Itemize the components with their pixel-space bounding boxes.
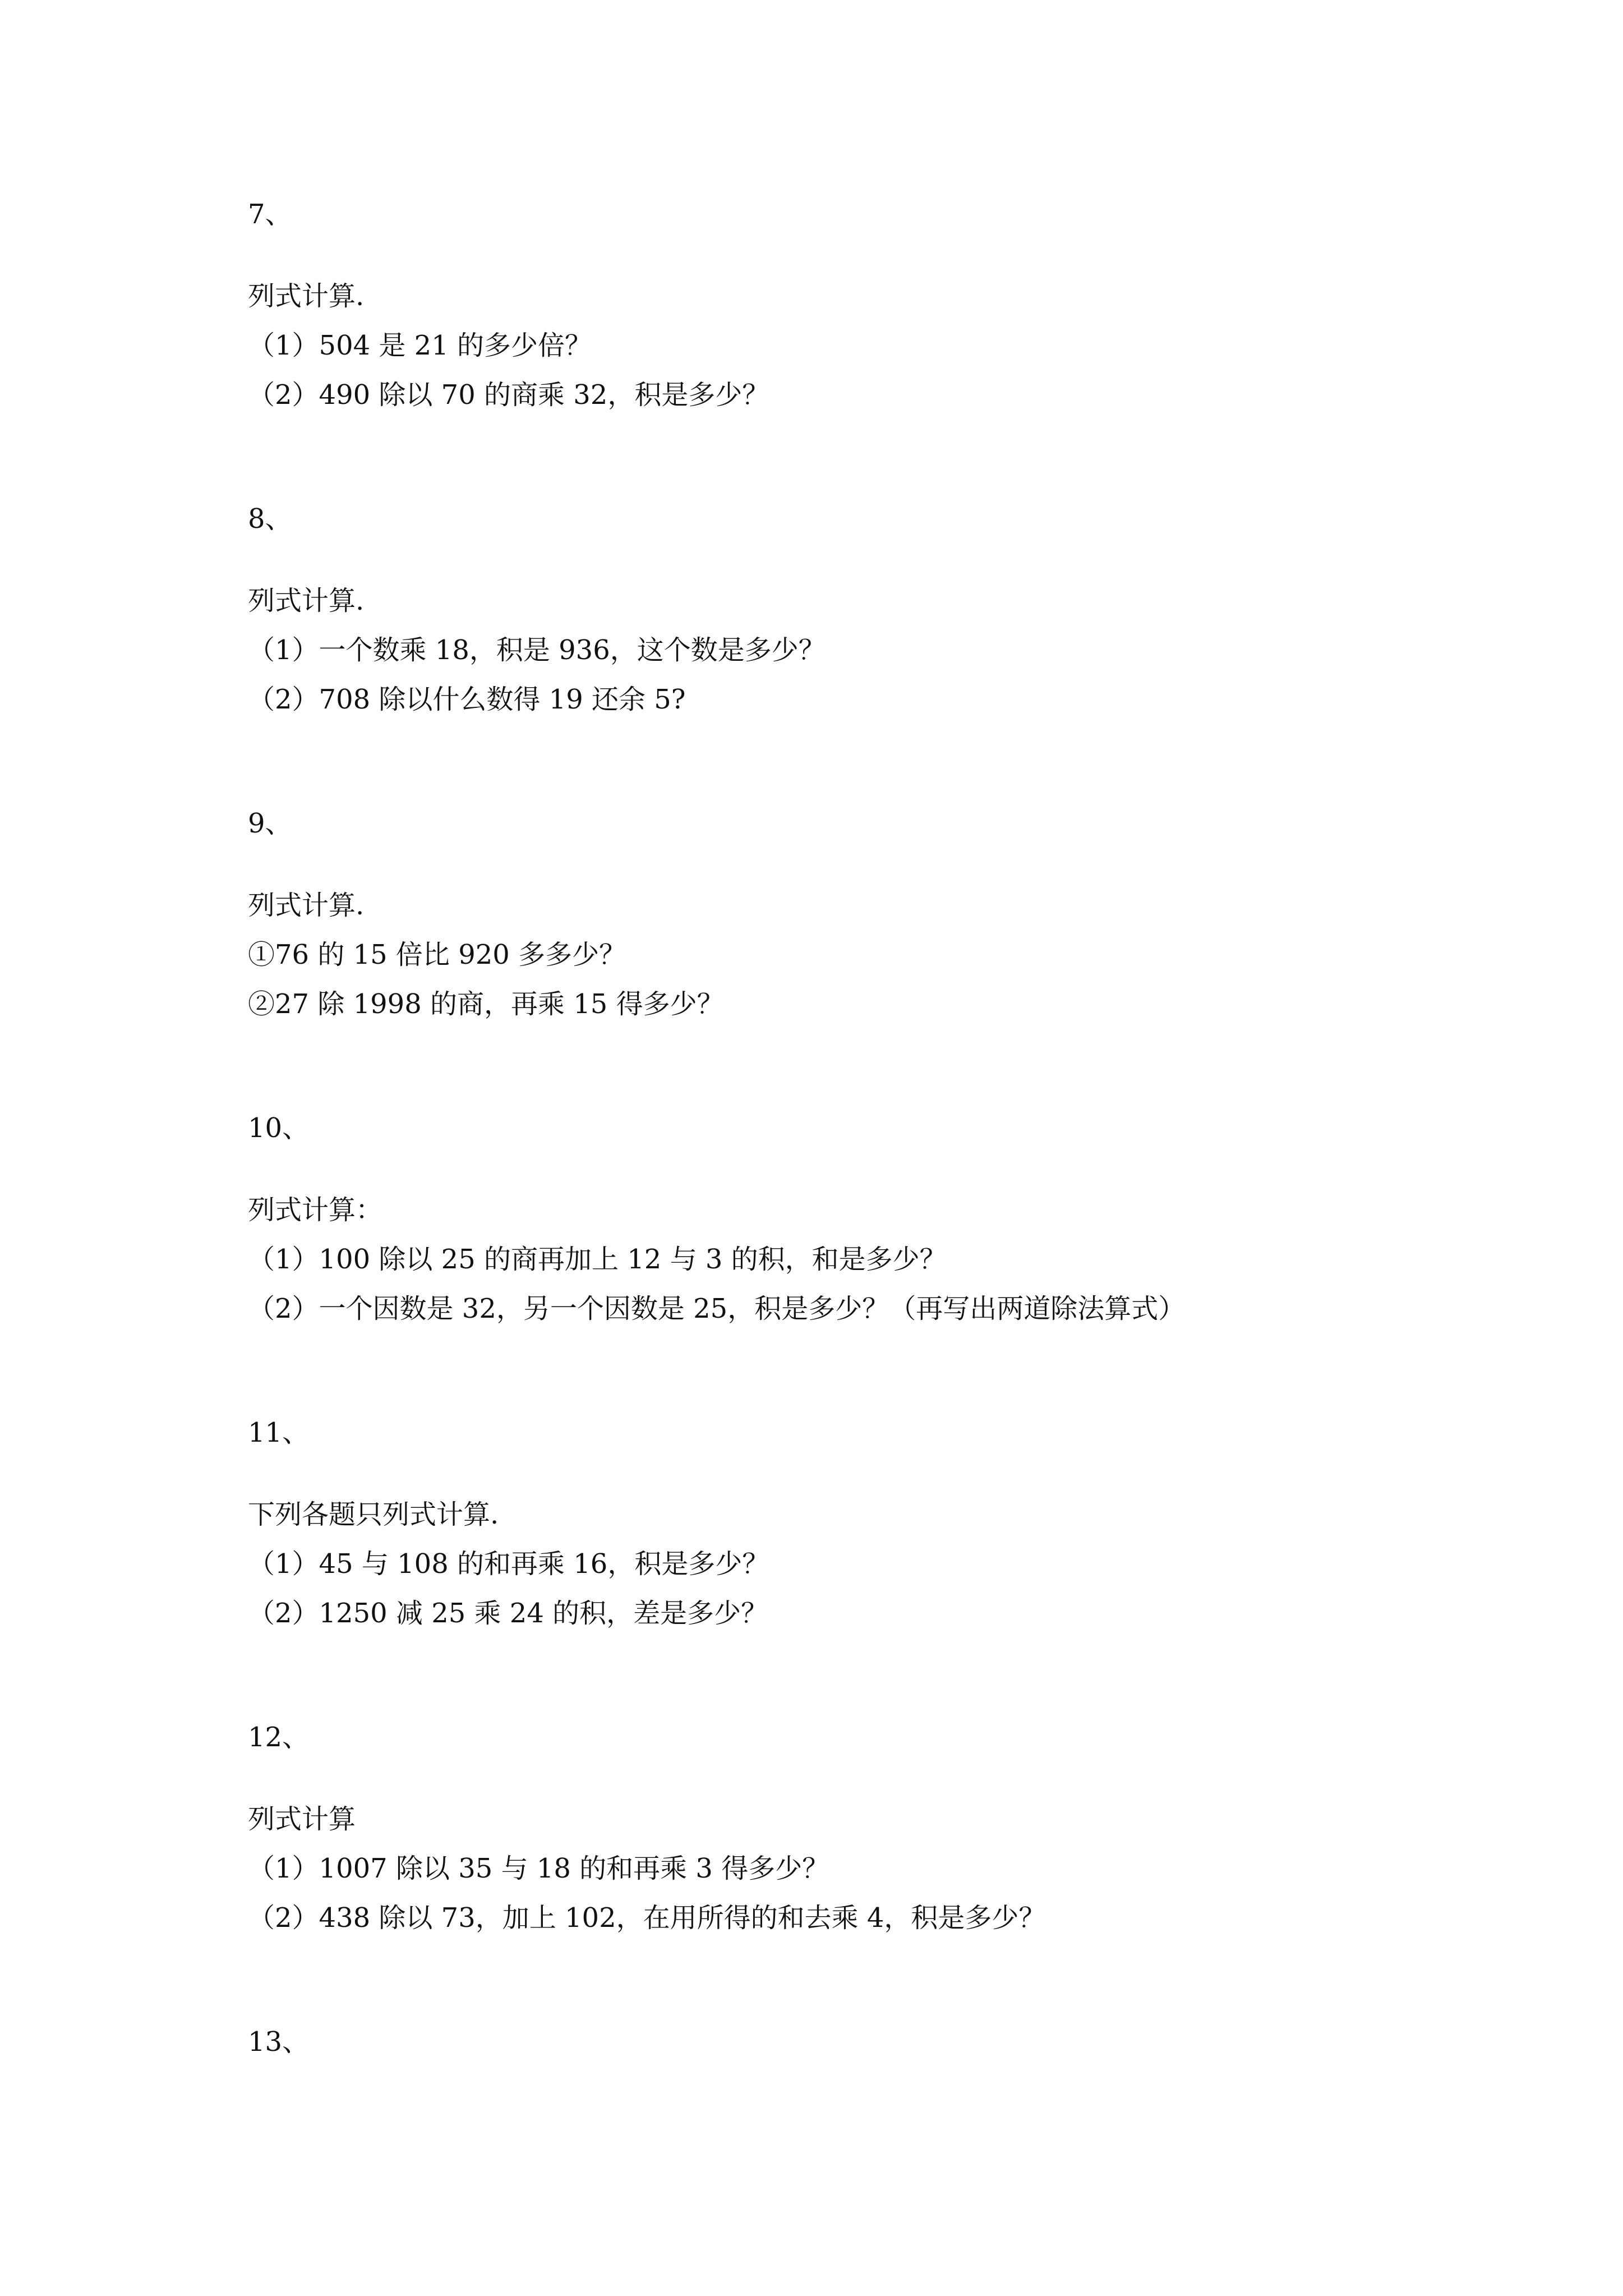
problem-12 <box>248 1720 1426 1943</box>
problem-9 <box>248 807 1426 1029</box>
problem-11 <box>248 1416 1426 1638</box>
sub-question-2: ②27 除 1998 的商，再乘 15 得多少？ <box>248 988 724 1020</box>
problem-body <box>248 881 1426 1029</box>
problem-body <box>248 1185 1426 1333</box>
problem-number: 10、 <box>248 1112 310 1144</box>
sub-question-1: （1）1007 除以 35 与 18 的和再乘 3 得多少？ <box>248 1853 829 1884</box>
problem-number: 8、 <box>248 503 292 535</box>
problem-heading: 下列各题只列式计算. <box>248 1499 499 1530</box>
problem-number: 9、 <box>248 808 292 839</box>
sub-question-2: （2）438 除以 73，加上 102，在用所得的和去乘 4，积是多少？ <box>248 1902 1046 1934</box>
problem-heading: 列式计算. <box>248 585 365 616</box>
problem-number: 13、 <box>248 2026 310 2058</box>
problem-heading: 列式计算. <box>248 280 365 312</box>
sub-question-1: （1）100 除以 25 的商再加上 12 与 3 的积，和是多少？ <box>248 1244 947 1275</box>
sub-question-2: （2）1250 减 25 乘 24 的积，差是多少？ <box>248 1598 768 1629</box>
problem-body <box>248 272 1426 420</box>
sub-question-1: （1）504 是 21 的多少倍？ <box>248 330 592 361</box>
problem-body <box>248 1490 1426 1638</box>
sub-question-1: （1）45 与 108 的和再乘 16，积是多少？ <box>248 1548 769 1580</box>
sub-question-2: （2）490 除以 70 的商乘 32，积是多少？ <box>248 379 769 411</box>
problem-heading: 列式计算. <box>248 890 365 921</box>
problem-7 <box>248 197 1426 420</box>
sub-question-1: （1）一个数乘 18，积是 936，这个数是多少？ <box>248 634 826 666</box>
sub-question-1: ①76 的 15 倍比 920 多多少？ <box>248 939 626 970</box>
sub-question-2: （2）708 除以什么数得 19 还余 5? <box>248 684 686 715</box>
problem-number: 12、 <box>248 1722 310 1753</box>
problem-10 <box>248 1111 1426 1333</box>
problem-body <box>248 576 1426 724</box>
problem-number: 7、 <box>248 199 292 230</box>
problem-body <box>248 1795 1426 1943</box>
problem-heading: 列式计算 <box>248 1803 356 1835</box>
sub-question-2: （2）一个因数是 32，另一个因数是 25，积是多少？（再写出两道除法算式） <box>248 1293 1186 1324</box>
problem-13 <box>248 2025 1426 2059</box>
problem-number: 11、 <box>248 1417 310 1448</box>
problem-heading: 列式计算： <box>248 1194 383 1226</box>
problem-8 <box>248 502 1426 724</box>
